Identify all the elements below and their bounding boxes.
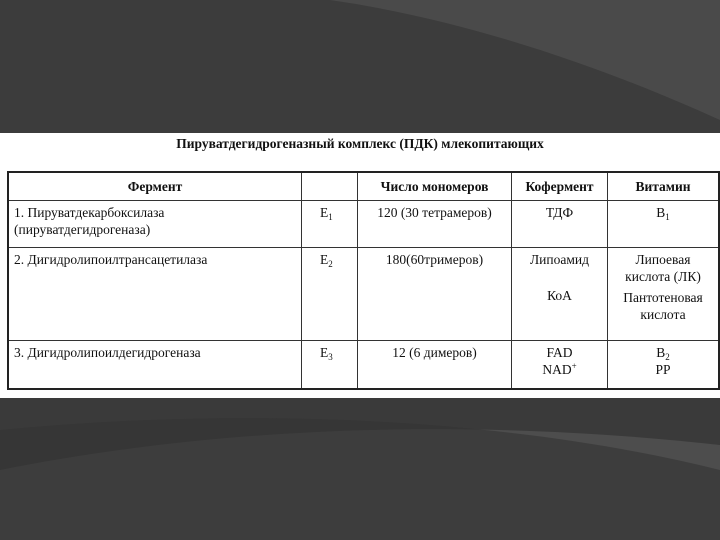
code-subscript: 1: [328, 212, 333, 222]
header-vitamin: Витамин: [608, 172, 720, 201]
code-letter: E: [320, 252, 329, 267]
header-code: [302, 172, 358, 201]
enzyme-alt-name: (пируватдегидрогеназа): [14, 222, 151, 237]
coenzyme-name-2: КоА: [547, 288, 572, 303]
monomers-cell: 120 (30 тетрамеров): [358, 201, 512, 248]
vitamin-name: Липоевая кислота (ЛК): [625, 252, 701, 284]
enzyme-name: 2. Дигидролипоилтрансацетилаза: [14, 252, 208, 267]
vitamin-cell: [608, 201, 720, 248]
vitamin-cell: [608, 341, 720, 389]
header-coenzyme: Кофермент: [512, 172, 608, 201]
enzyme-cell: [8, 201, 302, 248]
vitamin-subscript: 1: [665, 212, 670, 222]
monomers-cell: 12 (6 димеров): [358, 341, 512, 389]
coenzyme-cell: [512, 341, 608, 389]
vitamin-letter: B: [656, 345, 666, 360]
vitamin-name-2: PP: [655, 362, 671, 377]
code-letter: E: [320, 205, 329, 220]
vitamin-letter: B: [656, 205, 666, 220]
table-row: [8, 248, 719, 341]
enzyme-name: 1. Пируватдекарбоксилаза: [14, 205, 165, 220]
enzyme-name: 3. Дигидролипоилдегидрогеназа: [14, 345, 201, 360]
code-letter: E: [320, 345, 329, 360]
coenzyme-cell: [512, 201, 608, 248]
coenzyme-cell: [512, 248, 608, 341]
coenzyme-superscript: +: [571, 361, 577, 371]
table-row: [8, 201, 719, 248]
coenzyme-name: Липоамид: [530, 252, 589, 267]
code-cell: [302, 201, 358, 248]
vitamin-subscript: 2: [665, 352, 670, 362]
table-header-row: [8, 172, 719, 201]
table-sheet: [0, 133, 720, 398]
coenzyme-name: FAD: [546, 345, 573, 360]
vitamin-name-2: Пантотеновая кислота: [623, 290, 703, 322]
code-cell: [302, 248, 358, 341]
vitamin-cell: [608, 248, 720, 341]
header-enzyme: Фермент: [8, 172, 302, 201]
enzyme-cell: [8, 341, 302, 389]
table-title: Пируватдегидрогеназный комплекс (ПДК) млекопитающих: [176, 136, 544, 151]
enzyme-cell: [8, 248, 302, 341]
code-subscript: 2: [328, 259, 333, 269]
code-subscript: 3: [328, 352, 333, 362]
header-monomers: Число мономеров: [358, 172, 512, 201]
monomers-cell: 180(60тримеров): [358, 248, 512, 341]
code-cell: [302, 341, 358, 389]
table-row: [8, 341, 719, 389]
coenzyme-name: ТДФ: [545, 205, 574, 220]
coenzyme-name-2: NAD: [542, 362, 572, 377]
enzyme-table: [7, 171, 720, 390]
